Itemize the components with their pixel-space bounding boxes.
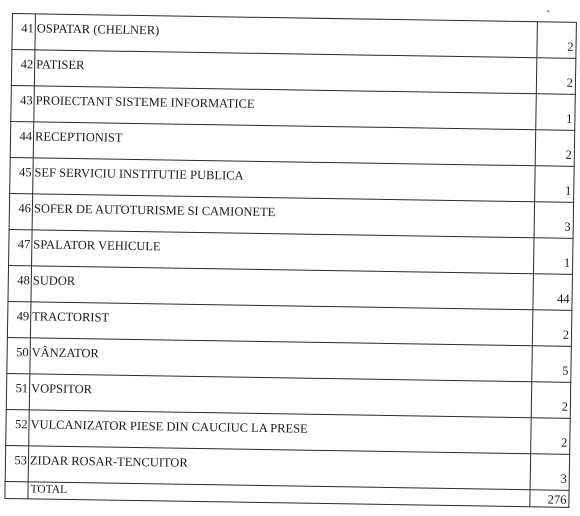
occupation-name: TRACTORIST	[30, 302, 533, 346]
vacancy-count: 2	[567, 39, 574, 54]
occupation-name: SPALATOR VEHICULE	[32, 230, 535, 274]
row-number: 44	[10, 121, 34, 157]
occupation-name: SUDOR	[31, 266, 534, 310]
occupation-name: ZIDAR ROSAR-TENCUITOR	[28, 446, 531, 490]
row-number: 49	[7, 301, 31, 337]
row-number: 50	[7, 337, 31, 373]
vacancy-count: 44	[533, 274, 573, 311]
occupation-name: VULCANIZATOR PIESE DIN CAUCIUC LA PRESE	[29, 410, 532, 454]
vacancy-count: 3	[530, 454, 570, 491]
occupation-name: RECEPTIONIST	[33, 122, 536, 166]
occupation-name: SOFER DE AUTOTURISME SI CAMIONETE	[32, 194, 535, 238]
row-number: 45	[10, 157, 34, 193]
occupations-table-body	[5, 6, 577, 508]
occupation-name: PROIECTANT SISTEME INFORMATICE	[34, 86, 537, 130]
row-number: 41	[12, 14, 36, 50]
row-number: 52	[6, 409, 30, 445]
vacancy-count: 2	[531, 382, 571, 419]
vacancy-count: 1	[535, 166, 575, 203]
vacancy-count: 2	[531, 418, 571, 455]
row-number: 48	[8, 265, 32, 301]
row-number: 46	[9, 193, 33, 229]
row-number: 42	[11, 50, 35, 86]
row-number: 53	[5, 445, 29, 481]
vacancy-count: 2	[532, 310, 572, 347]
occupation-name: SEF SERVICIU INSTITUTIE PUBLICA	[33, 158, 536, 202]
vacancy-count-cell	[537, 6, 577, 59]
occupation-name: PATISER	[34, 50, 537, 94]
row-number: 51	[6, 373, 30, 409]
stray-mark: `	[545, 6, 551, 22]
occupations-table	[4, 6, 577, 508]
occupation-name: VÂNZATOR	[30, 338, 533, 382]
total-count: 276	[530, 490, 569, 508]
row-number: 47	[9, 229, 33, 265]
vacancy-count: 1	[533, 238, 573, 275]
total-number-cell	[5, 481, 28, 498]
vacancy-count: 5	[532, 346, 572, 383]
vacancy-count: 3	[534, 202, 574, 239]
occupation-name: OSPATAR (CHELNER)	[35, 14, 538, 58]
occupation-name: VOPSITOR	[29, 374, 532, 418]
vacancy-count: 2	[535, 130, 575, 167]
row-number: 43	[11, 85, 35, 121]
total-label: TOTAL	[28, 482, 530, 507]
vacancy-count: 2	[536, 58, 576, 95]
vacancy-count: 1	[536, 94, 576, 131]
